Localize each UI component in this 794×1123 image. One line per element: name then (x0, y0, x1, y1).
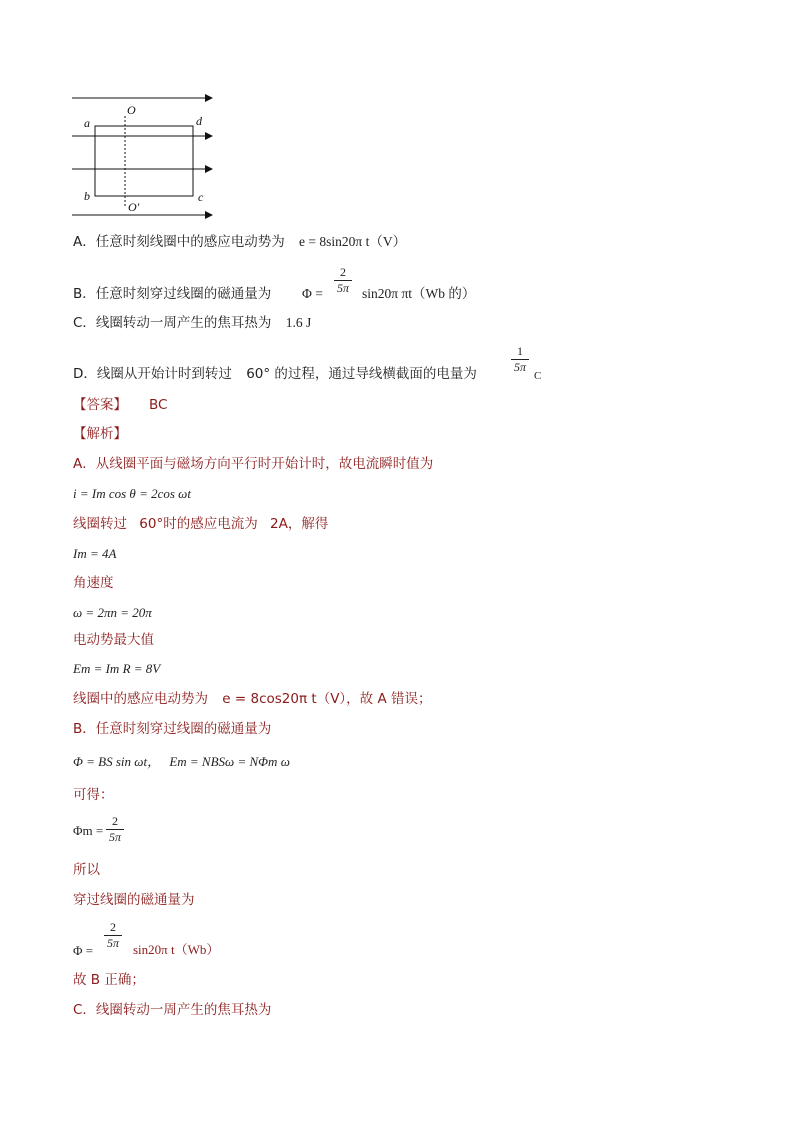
option-c-value: 1.6 J (285, 315, 312, 330)
label-c: c (198, 190, 204, 204)
option-d-unit: C (534, 370, 542, 382)
answer-value: BC (149, 397, 168, 413)
option-d-den: 5π (513, 360, 526, 374)
formula-phi-num: 2 (110, 920, 116, 934)
option-d-angle: 60° 的过程，通过导线横截面的电量为 (246, 366, 477, 382)
option-d-text: D．线圈从开始计时到转过 (73, 366, 232, 382)
option-c (73, 315, 311, 331)
label-d: d (196, 114, 202, 128)
option-d-num: 1 (517, 344, 523, 358)
analysis-line-6: B．任意时刻穿过线圈的磁通量为 (73, 721, 272, 737)
analysis-line-2b: 60°时的感应电流为 (139, 516, 258, 532)
analysis-line-3: 角速度 (73, 575, 114, 591)
analysis-line-11: C．线圈转动一周产生的焦耳热为 (73, 1002, 272, 1018)
formula-im: Im = 4A (73, 546, 117, 561)
analysis-line-5b: e = 8cos20π t（V），故 A 错误； (222, 691, 432, 707)
formula-current: i = Im cos θ = 2cos ωt (73, 486, 191, 501)
analysis-line-7: 可得： (73, 787, 114, 803)
formula-flux-a: Φ = BS sin ωt， (73, 754, 161, 769)
formula-phi-den: 5π (106, 936, 119, 950)
analysis-line-5 (73, 691, 432, 707)
analysis-line-8: 所以 (73, 862, 100, 878)
label-a: a (84, 116, 90, 130)
option-b-num: 2 (340, 265, 346, 279)
analysis-line-2c: 2A，解得 (270, 516, 329, 532)
analysis-line-10: 故 B 正确； (73, 972, 145, 988)
option-d-fraction (511, 345, 529, 374)
analysis-line-4: 电动势最大值 (73, 632, 154, 648)
formula-omega: ω = 2πn = 20π (73, 605, 152, 620)
formula-phi-lhs: Φ = (73, 943, 94, 958)
label-O: O (127, 103, 136, 117)
analysis-line-9: 穿过线圈的磁通量为 (73, 892, 195, 908)
option-b-rest: sin20π πt（Wb 的） (362, 286, 476, 301)
answer-label: 【答案】 (73, 397, 127, 413)
formula-em: Em = Im R = 8V (73, 661, 161, 676)
option-a-formula: e = 8sin20π t（V） (299, 234, 407, 249)
option-a (73, 234, 406, 250)
label-b: b (84, 189, 90, 203)
formula-phim-fraction (106, 815, 124, 844)
formula-flux (73, 754, 290, 770)
label-O-prime: O′ (128, 200, 140, 214)
analysis-label: 【解析】 (73, 426, 127, 442)
formula-phi-rest: sin20π t（Wb） (133, 942, 220, 957)
option-d (73, 366, 477, 382)
option-c-text: C．线圈转动一周产生的焦耳热为 (73, 315, 272, 331)
analysis-line-1: A．从线圈平面与磁场方向平行时开始计时，故电流瞬时值为 (73, 456, 434, 472)
magnetic-field-diagram (70, 90, 220, 225)
option-b-den: 5π (336, 281, 349, 295)
formula-phim-lhs: Φm = (73, 823, 104, 838)
formula-flux-b: Em = NBSω = NΦm ω (169, 754, 290, 769)
formula-phim-den: 5π (108, 830, 121, 844)
option-b-fraction (334, 266, 352, 295)
formula-phi-fraction (104, 921, 122, 950)
option-b-text: B．任意时刻穿过线圈的磁通量为 (73, 286, 272, 302)
analysis-line-2a: 线圈转过 (73, 516, 127, 532)
analysis-line-5a: 线圈中的感应电动势为 (73, 691, 208, 707)
formula-phim-num: 2 (112, 814, 118, 828)
analysis-line-2 (73, 516, 328, 532)
option-b-lhs: Φ = (302, 286, 323, 301)
option-a-text: A．任意时刻线圈中的感应电动势为 (73, 234, 285, 250)
